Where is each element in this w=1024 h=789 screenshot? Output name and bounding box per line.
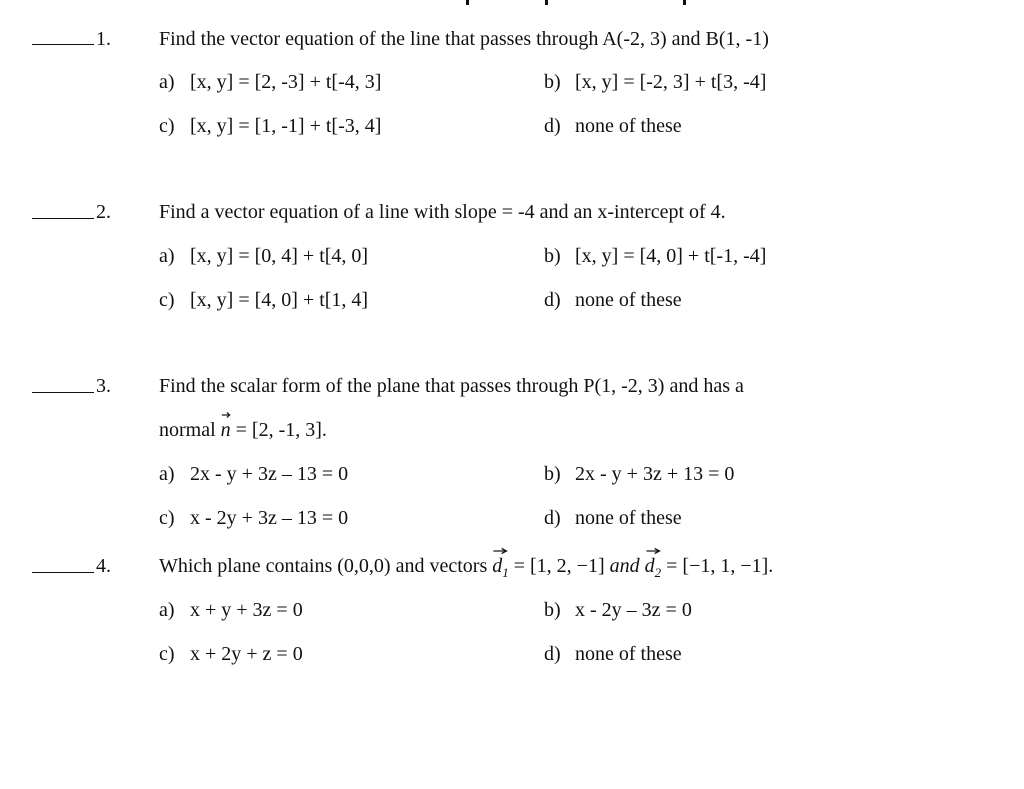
option-text: [x, y] = [-2, 3] + t[3, -4] [575,71,767,93]
question-text [159,554,773,585]
top-mark [466,0,469,5]
option-letter: c) [159,643,175,665]
option-text: [x, y] = [4, 0] + t[1, 4] [190,289,369,311]
answer-blank[interactable] [32,218,94,219]
option-text: none of these [575,115,682,137]
and-word: and [609,555,640,577]
option-text: [x, y] = [0, 4] + t[4, 0] [190,245,369,267]
answer-blank[interactable] [32,44,94,45]
option-text: [x, y] = [2, -3] + t[-4, 3] [190,71,382,93]
option-c[interactable] [159,288,368,312]
option-letter: c) [159,115,175,137]
option-a[interactable] [159,598,303,622]
top-edge-marks [0,0,1024,6]
option-letter: b) [544,71,561,93]
option-text: x - 2y + 3z – 13 = 0 [190,507,349,529]
option-text: none of these [575,289,682,311]
option-a[interactable] [159,244,368,268]
vector-arrow-icon [645,547,662,555]
option-text: none of these [575,643,682,665]
option-letter: d) [544,115,561,137]
answer-blank[interactable] [32,392,94,393]
option-d[interactable] [544,642,682,666]
question-text-line2 [159,418,327,442]
top-mark [683,0,686,5]
option-b[interactable] [544,462,734,486]
option-d[interactable] [544,114,682,138]
option-text: none of these [575,507,682,529]
option-letter: a) [159,245,175,267]
option-text: 2x - y + 3z – 13 = 0 [190,463,349,485]
option-a[interactable] [159,70,381,94]
vector-arrow-icon [492,547,509,555]
normal-value: = [2, -1, 3]. [230,419,327,441]
question-number: 3. [96,375,111,397]
option-b[interactable] [544,244,766,268]
option-letter: d) [544,507,561,529]
option-text: x + 2y + z = 0 [190,643,303,665]
question-text: Find the vector equation of the line that passes through A(-2, 3) and B(1, -1) [159,28,769,50]
option-c[interactable] [159,114,381,138]
option-letter: a) [159,71,175,93]
option-letter: a) [159,599,175,621]
option-text: x + y + 3z = 0 [190,599,303,621]
normal-label: normal [159,419,221,441]
option-a[interactable] [159,462,348,486]
question-text: Find a vector equation of a line with slope = -4 and an x-intercept of 4. [159,201,726,223]
option-letter: c) [159,289,175,311]
option-letter: d) [544,289,561,311]
d1-vector: $d_1$ [492,554,509,585]
question-number: 2. [96,201,111,223]
question-text: Find the scalar form of the plane that passes through P(1, -2, 3) and has a [159,375,744,397]
question-text-prefix: Which plane contains (0,0,0) and vectors [159,555,493,577]
option-d[interactable] [544,288,682,312]
option-letter: b) [544,245,561,267]
option-c[interactable] [159,642,303,666]
option-letter: d) [544,643,561,665]
option-text: [x, y] = [4, 0] + t[-1, -4] [575,245,767,267]
option-b[interactable] [544,70,766,94]
option-letter: b) [544,463,561,485]
question-number: 1. [96,28,111,50]
option-letter: c) [159,507,175,529]
d2-vector: $d_2$ [645,554,662,585]
option-d[interactable] [544,506,682,530]
top-mark [545,0,548,5]
d2-value: = [−1, 1, −1]. [661,555,774,577]
option-c[interactable] [159,506,348,530]
vector-arrow-icon [221,411,231,419]
answer-blank[interactable] [32,572,94,573]
question-number: 4. [96,555,111,577]
option-text: 2x - y + 3z + 13 = 0 [575,463,735,485]
d1-value: = [1, 2, −1] [508,555,610,577]
option-letter: b) [544,599,561,621]
option-text: [x, y] = [1, -1] + t[-3, 4] [190,115,382,137]
normal-vector: n [221,418,231,442]
option-letter: a) [159,463,175,485]
option-text: x - 2y – 3z = 0 [575,599,692,621]
option-b[interactable] [544,598,692,622]
